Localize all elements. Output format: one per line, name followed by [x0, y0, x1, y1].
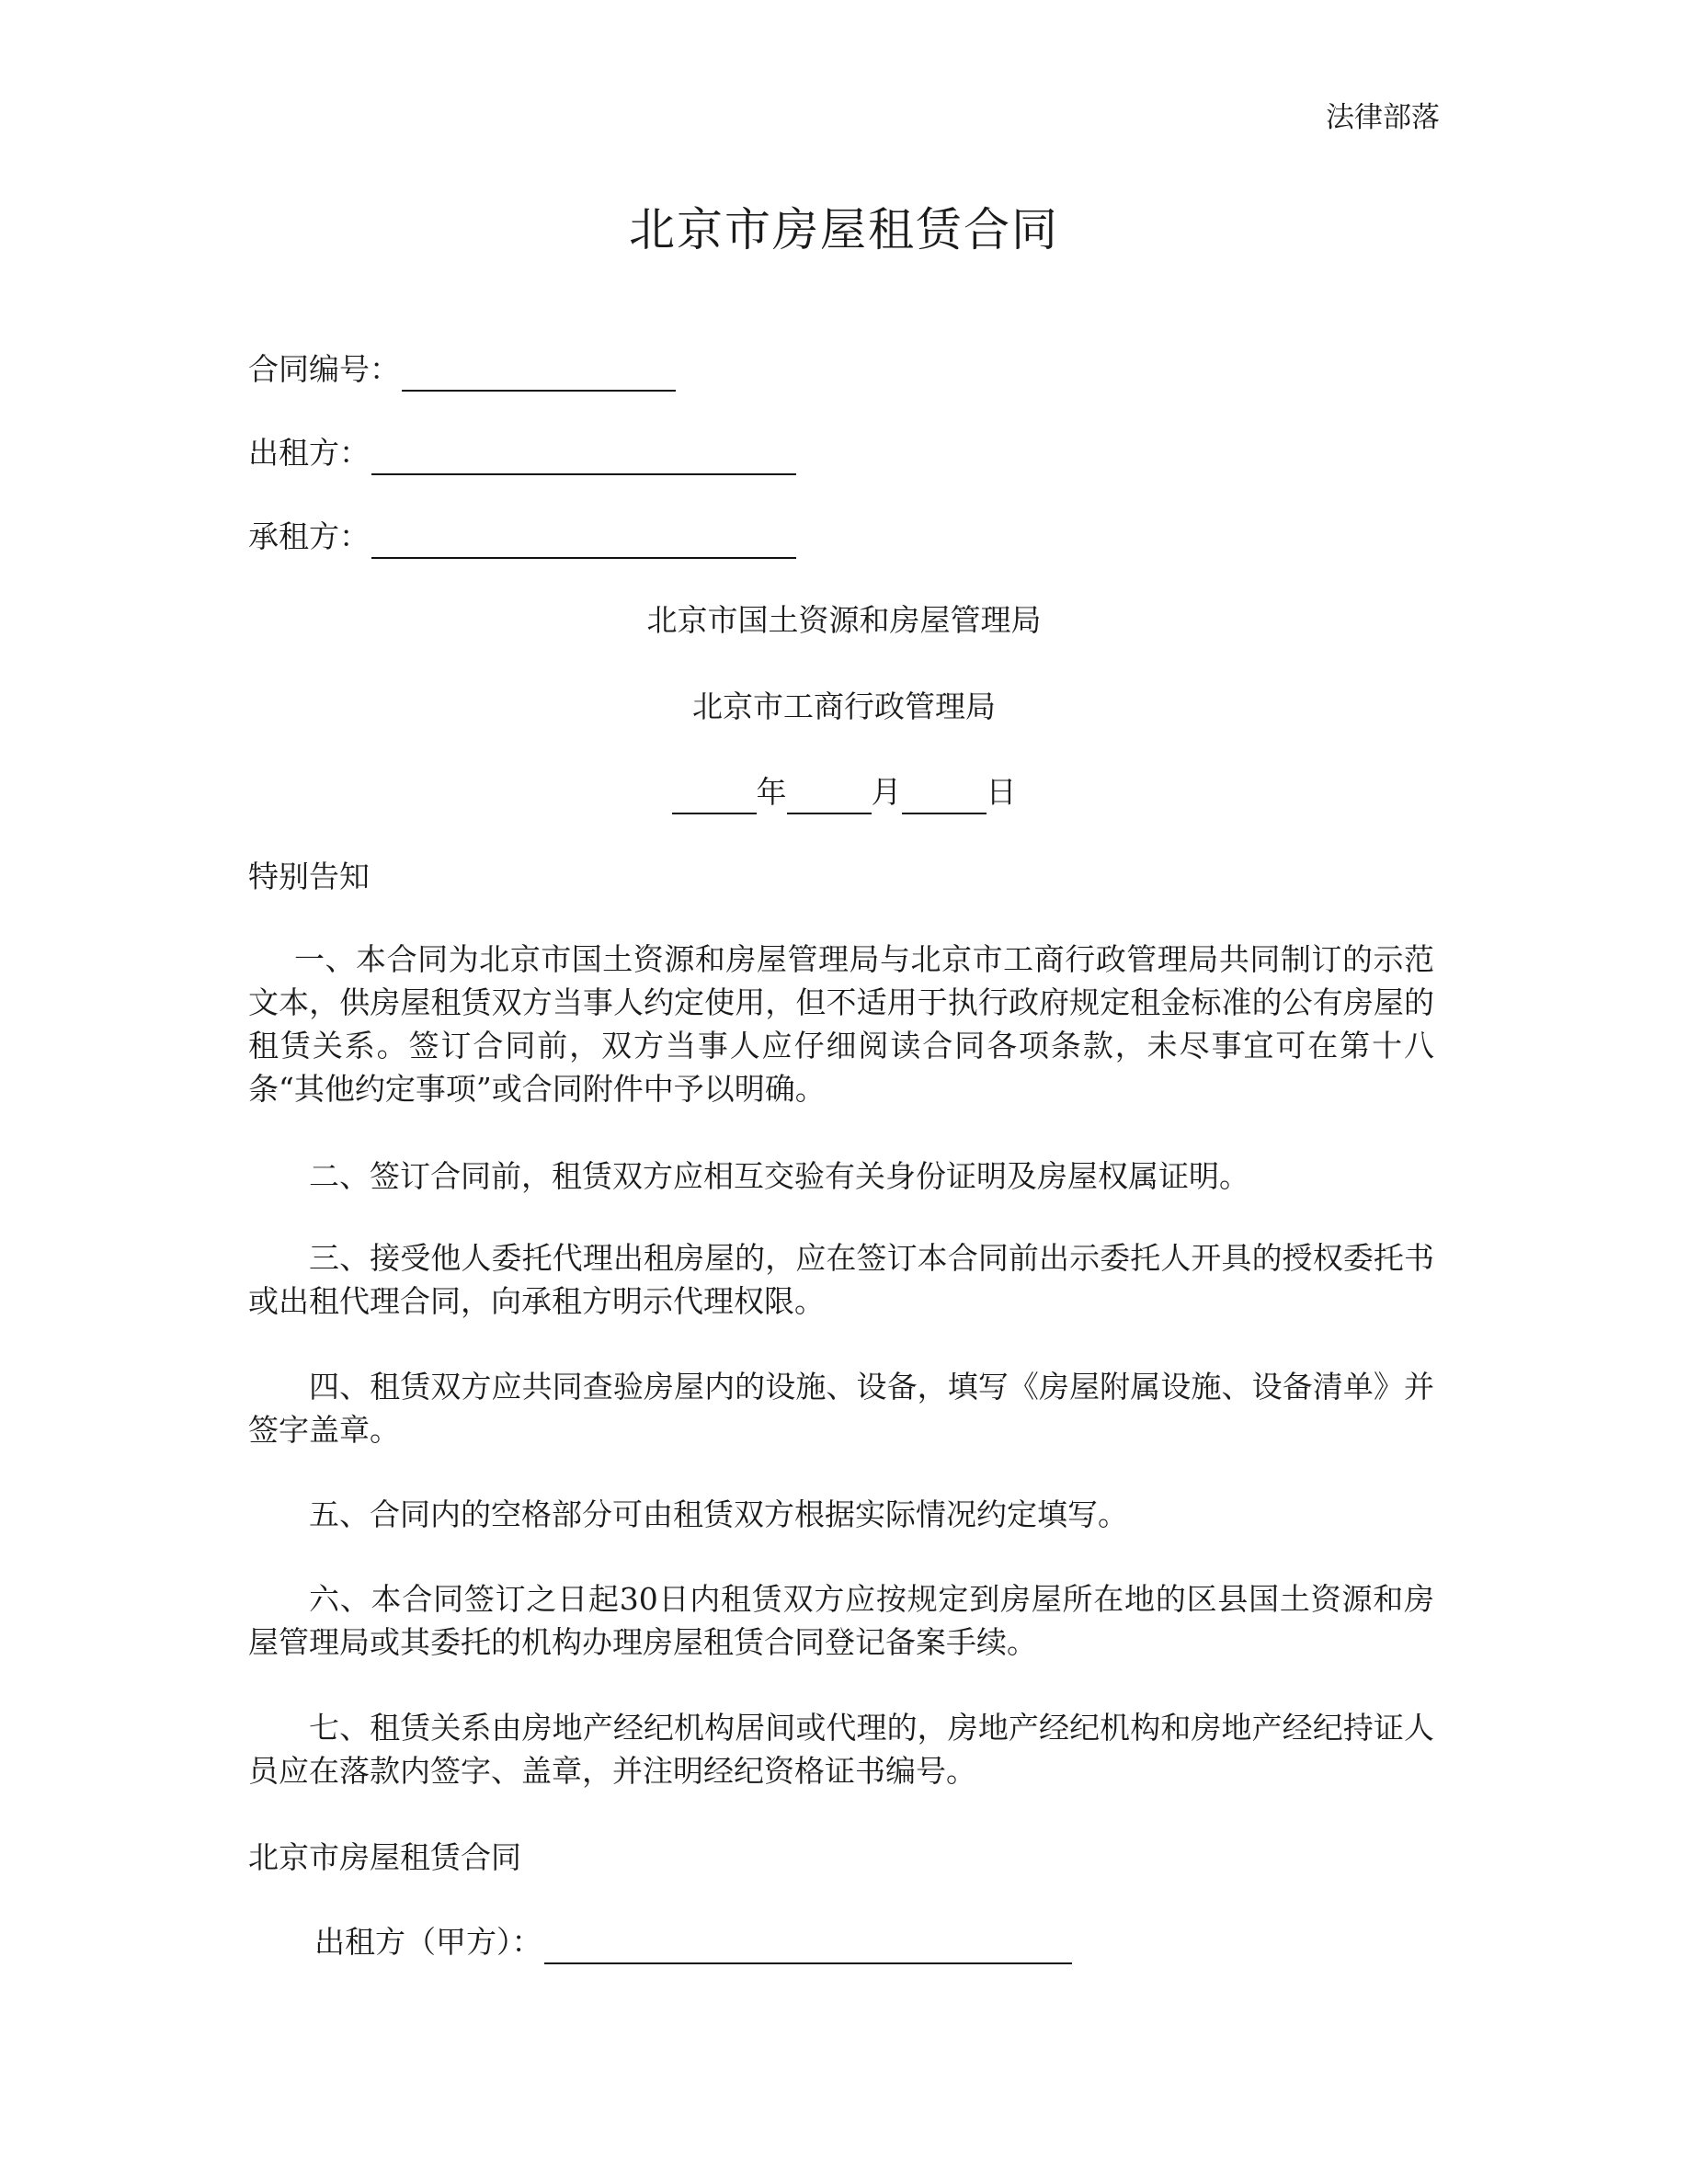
section-title: 北京市房屋租赁合同 — [248, 1839, 521, 1875]
notice-item-3: 三、接受他人委托代理出租房屋的，应在签订本合同前出示委托人开具的授权委托书或出租代理合同，向承租方明示代理权限。 — [248, 1240, 1434, 1319]
lessor-field — [248, 431, 796, 475]
month-blank[interactable] — [787, 781, 872, 814]
page-title: 北京市房屋租赁合同 — [629, 203, 1059, 256]
lessor-label: 出租方： — [248, 435, 370, 471]
notice-item-1: 一、本合同为北京市国土资源和房屋管理局与北京市工商行政管理局共同制订的示范文本，供房屋租赁双方当事人约定使用，但不适用于执行政府规定租金标准的公有房屋的租赁关系。签订合同前，双方当事人应仔细阅读合同各项条款，未尽事宜可在第十八条“其他约定事项”或合同附件中予以明确。 — [248, 941, 1434, 1107]
month-label: 月 — [871, 774, 902, 810]
lessee-blank[interactable] — [371, 526, 796, 559]
contract-number-label: 合同编号： — [248, 351, 400, 387]
issuer-line-2: 北京市工商行政管理局 — [692, 688, 996, 724]
brand-label: 法律部落 — [1326, 101, 1440, 134]
party-a-blank[interactable] — [544, 1931, 1072, 1964]
party-a-field — [314, 1920, 1072, 1964]
lessee-field — [248, 515, 796, 559]
contract-number-blank[interactable] — [402, 358, 676, 392]
notice-item-2: 二、签订合同前，租赁双方应相互交验有关身份证明及房屋权属证明。 — [309, 1158, 1249, 1194]
contract-number-field — [248, 347, 676, 392]
day-blank[interactable] — [902, 781, 987, 814]
notice-item-4: 四、租赁双方应共同查验房屋内的设施、设备，填写《房屋附属设施、设备清单》并签字盖章。 — [248, 1369, 1434, 1448]
lessor-blank[interactable] — [371, 442, 796, 475]
day-label: 日 — [986, 774, 1017, 810]
notice-item-7: 七、租赁关系由房地产经纪机构居间或代理的，房地产经纪机构和房地产经纪持证人员应在落款内签字、盖章，并注明经纪资格证书编号。 — [248, 1710, 1434, 1789]
notice-item-6: 六、本合同签订之日起30日内租赁双方应按规定到房屋所在地的区县国土资源和房屋管理局或其委托的机构办理房屋租赁合同登记备案手续。 — [248, 1581, 1434, 1660]
notice-heading: 特别告知 — [248, 859, 370, 894]
issuer-line-1: 北京市国土资源和房屋管理局 — [646, 602, 1042, 638]
party-a-label: 出租方（甲方）： — [314, 1924, 542, 1960]
year-label: 年 — [756, 774, 787, 810]
year-blank[interactable] — [672, 781, 757, 814]
lessee-label: 承租方： — [248, 518, 370, 554]
notice-item-5: 五、合同内的空格部分可由租赁双方根据实际情况约定填写。 — [309, 1496, 1128, 1532]
date-line — [0, 770, 1688, 814]
